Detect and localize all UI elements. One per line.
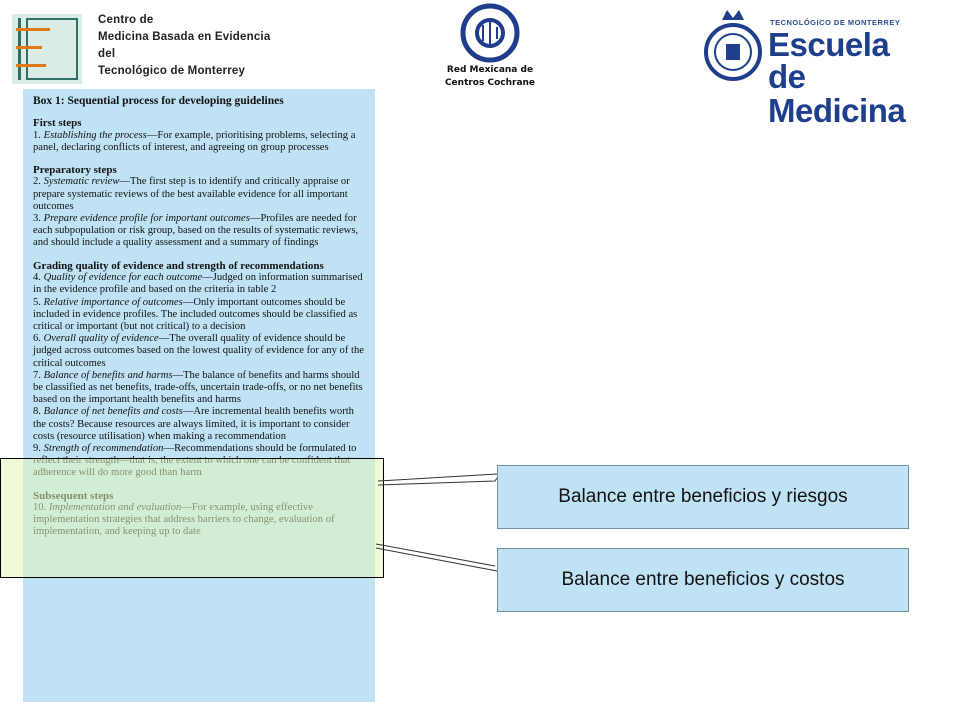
connector-line-2b xyxy=(376,548,497,571)
step-text: Judged on information summarised in the evidence profile and based on the criteria in table 2 xyxy=(33,272,363,296)
centro-logo-text: Centro de Medicina Basada en Evidencia del Tecnológico de Monterrey xyxy=(98,14,271,77)
connector-line-1 xyxy=(378,478,497,485)
box-title: Box 1: Sequential process for developing guidelines xyxy=(33,95,284,107)
step-number: 7. xyxy=(33,369,41,381)
callout-benefits-costs-text: Balance entre beneficios y costos xyxy=(561,569,845,590)
step-lead: Balance of benefits and harms xyxy=(43,369,173,381)
box-section xyxy=(33,164,365,250)
connector-line-2 xyxy=(376,544,495,566)
callout-benefits-costs xyxy=(497,548,909,612)
step-lead: Systematic review xyxy=(43,176,120,188)
centro-logo xyxy=(12,10,272,84)
step-lead: Balance of net benefits and costs xyxy=(43,406,183,418)
step-lead: Relative importance of outcomes xyxy=(43,296,183,308)
guideline-step: 2. Systematic review—The first step is to identify and critically appraise or prepare systematic reviews of the best available evidence for all important outcomes xyxy=(33,176,350,212)
step-lead: Overall quality of evidence xyxy=(43,333,159,345)
step-number: 8. xyxy=(33,406,41,418)
section-heading: First steps xyxy=(33,117,82,129)
step-number: 4. xyxy=(33,272,41,284)
step-lead: Quality of evidence for each outcome xyxy=(43,272,203,284)
guidelines-box xyxy=(23,89,375,702)
guideline-step: 9. Strength of recommendation—Recommendations should be formulated to xyxy=(33,443,365,480)
guideline-step: 1. Establishing the process—For example, prioritising problems, selecting a panel, declaring conflicts of interest, and agreeing on group processes xyxy=(33,129,356,153)
step-text: The balance of benefits and harms should be classified as net benefits, trade-offs, uncertain trade-offs, or no net benefits based on the important health benefits and harms xyxy=(33,369,363,406)
step-number: 6. xyxy=(33,333,41,345)
callout-benefits-risks xyxy=(497,465,909,529)
box-section xyxy=(33,260,365,480)
step-number: 1. xyxy=(33,129,41,141)
centro-logo-mark xyxy=(12,14,82,84)
step-number: 9. xyxy=(33,442,41,454)
guideline-step: 4. Quality of evidence for each outcome—Judged on information summarised in the evidence profile and based on the criteria in table 2 xyxy=(33,272,363,296)
step-lead: Strength of recommendation xyxy=(43,442,164,454)
step-number: 3. xyxy=(33,213,41,225)
cochrane-emblem-icon xyxy=(459,2,521,64)
guideline-step: 8. Balance of net benefits and costs—Are incremental health benefits worth the costs? Because resources are always limited, it is important to consider costs (resource utilisation) when making a recommendation xyxy=(33,406,354,442)
cochrane-caption-1: Red Mexicana de xyxy=(446,65,534,75)
step-text: Only important outcomes should be included in evidence profiles. The included outcomes should be classified as critical or important (but not critical) to a decision xyxy=(33,296,358,332)
highlight-rectangle xyxy=(0,458,384,578)
cochrane-caption-2: Centros Cochrane xyxy=(444,78,536,88)
step-text: The first step is to identify and critically appraise or prepare systematic reviews of the best available evidence for all important outcomes xyxy=(33,176,350,212)
guideline-step: 5. Relative importance of outcomes—Only important outcomes should be included in evidence profiles. The included outcomes should be classified as critical or important (but not critical) to a decision xyxy=(33,296,358,332)
step-text: Profiles are needed for each subpopulation or risk group, based on the results of systematic reviews, and should include a quality assessment and a summary of findings xyxy=(33,213,359,249)
section-heading: Preparatory steps xyxy=(33,163,117,176)
cochrane-logo xyxy=(430,2,550,94)
step-text: Are incremental health benefits worth the costs? Because resources are always limited, it is important to consider costs (resource utilisation) when making a recommendation xyxy=(33,406,354,442)
step-number: 5. xyxy=(33,296,41,308)
connector-line-1b xyxy=(378,474,497,481)
tec-escuela-text: Escuela xyxy=(768,26,890,63)
step-number: 2. xyxy=(33,176,41,188)
guideline-step: 7. Balance of benefits and harms—The balance of benefits and harms should be classified as net benefits, trade-offs, uncertain trade-offs, or no net benefits based on the important health benefits and harms xyxy=(33,369,363,406)
step-lead: Establishing the process xyxy=(43,129,147,141)
step-lead: Prepare evidence profile for important outcomes xyxy=(43,213,250,225)
guideline-step: 3. Prepare evidence profile for important outcomes—Profiles are needed for each subpopulation or risk group, based on the results of systematic reviews, and should include a quality assessment and a summary of findings xyxy=(33,213,359,249)
guideline-step: 6. Overall quality of evidence—The overall quality of evidence should be judged across outcomes based on the lowest quality of evidence for any of the critical outcomes xyxy=(33,333,364,369)
escuela-medicina-logo xyxy=(700,6,950,129)
step-text: Recommendations should be formulated to xyxy=(174,442,357,454)
tec-medicina-text: de Medicina xyxy=(768,58,906,129)
step-text: For example, prioritising problems, selecting a panel, declaring conflicts of interest, and agreeing on group processes xyxy=(33,129,356,153)
tec-seal-icon xyxy=(702,8,764,86)
tec-small-text: TECNOLÓGICO DE MONTERREY xyxy=(770,18,901,27)
step-text: The overall quality of evidence should be judged across outcomes based on the lowest quality of evidence for any of the critical outcomes xyxy=(33,333,364,369)
section-heading: Grading quality of evidence and strength of recommendations xyxy=(33,259,324,272)
callout-benefits-risks-text: Balance entre beneficios y riesgos xyxy=(558,486,848,507)
box-section xyxy=(33,117,365,154)
